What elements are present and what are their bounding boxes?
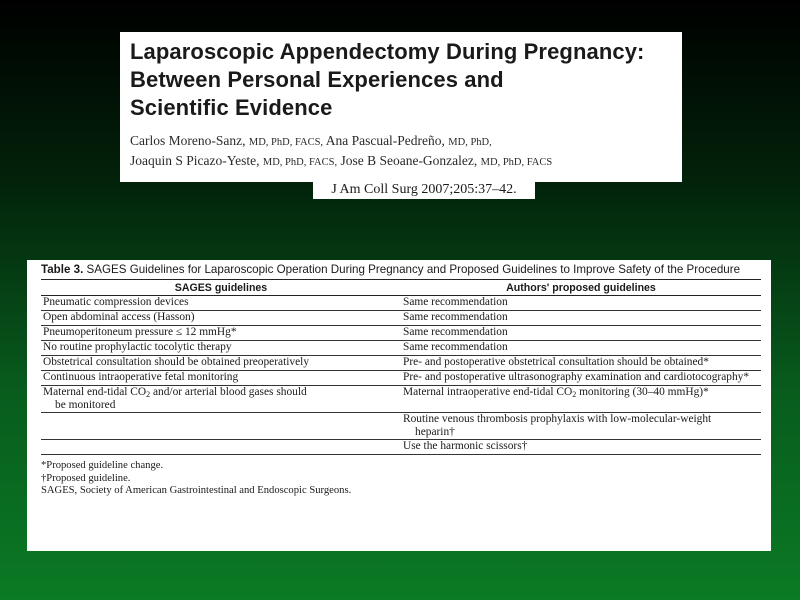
author-line — [130, 152, 672, 172]
footnote: SAGES, Society of American Gastrointestinal and Endoscopic Surgeons. — [41, 485, 352, 496]
sages-cell: No routine prophylactic tocolytic therapy — [41, 341, 401, 356]
author-line — [130, 132, 672, 152]
proposed-cell — [401, 413, 761, 440]
title-line: Scientific Evidence — [130, 95, 333, 120]
author-credentials: MD, PhD, FACS, — [248, 137, 324, 148]
proposed-cell: Use the harmonic scissors† — [401, 440, 761, 455]
sages-cell — [41, 440, 401, 455]
guidelines-table — [41, 279, 761, 455]
column-header-proposed: Authors' proposed guidelines — [401, 280, 761, 296]
table-row — [41, 296, 761, 311]
proposed-text-continued: heparin† — [415, 426, 455, 438]
table-label: Table 3. — [41, 263, 84, 276]
proposed-text: Maternal intraoperative end-tidal CO — [403, 386, 573, 398]
column-header-sages: SAGES guidelines — [41, 280, 401, 296]
author-list — [130, 132, 672, 172]
table-row — [41, 413, 761, 440]
sages-cell: Continuous intraoperative fetal monitoring — [41, 371, 401, 386]
sages-cell: Obstetrical consultation should be obtained preoperatively — [41, 356, 401, 371]
title-line: Laparoscopic Appendectomy During Pregnancy: — [130, 39, 645, 64]
proposed-text: Routine venous thrombosis prophylaxis with low-molecular-weight — [403, 413, 712, 425]
sages-cell: Pneumatic compression devices — [41, 296, 401, 311]
table-row — [41, 440, 761, 455]
author-name: Carlos Moreno-Sanz, — [130, 133, 246, 148]
proposed-cell: Same recommendation — [401, 311, 761, 326]
table-caption — [41, 263, 761, 277]
proposed-cell: Same recommendation — [401, 341, 761, 356]
proposed-cell: Same recommendation — [401, 296, 761, 311]
table-caption-text: SAGES Guidelines for Laparoscopic Operation During Pregnancy and Proposed Guidelines to Improve Safety of the Procedure — [86, 263, 741, 276]
journal-citation: J Am Coll Surg 2007;205:37–42. — [313, 181, 535, 199]
proposed-cell — [401, 386, 761, 413]
sages-cell: Pneumoperitoneum pressure ≤ 12 mmHg* — [41, 326, 401, 341]
table-row — [41, 386, 761, 413]
author-credentials: MD, PhD, FACS, — [262, 157, 338, 168]
table-row — [41, 356, 761, 371]
proposed-cell: Pre- and postoperative obstetrical consultation should be obtained* — [401, 356, 761, 371]
author-name: Joaquin S Picazo-Yeste, — [130, 153, 260, 168]
sages-cell — [41, 413, 401, 440]
sages-cell: Open abdominal access (Hasson) — [41, 311, 401, 326]
proposed-cell: Pre- and postoperative ultrasonography examination and cardiotocography* — [401, 371, 761, 386]
table-row — [41, 311, 761, 326]
guidelines-table-figure — [27, 260, 771, 551]
table-header-row — [41, 280, 761, 296]
paper-header — [120, 32, 682, 182]
subscript: 2 — [572, 390, 577, 399]
author-name: Ana Pascual-Pedreño, — [325, 133, 445, 148]
sages-text: Maternal end-tidal CO — [43, 386, 147, 398]
table-row — [41, 371, 761, 386]
proposed-cell: Same recommendation — [401, 326, 761, 341]
title-line: Between Personal Experiences and — [130, 67, 504, 92]
paper-title — [130, 38, 672, 122]
table-row — [41, 326, 761, 341]
author-name: Jose B Seoane-Gonzalez, — [340, 153, 478, 168]
footnote: †Proposed guideline. — [41, 472, 131, 484]
subscript: 2 — [146, 390, 151, 399]
author-credentials: MD, PhD, FACS — [480, 157, 553, 168]
table-row — [41, 341, 761, 356]
sages-cell — [41, 386, 401, 413]
author-credentials: MD, PhD, — [448, 137, 492, 148]
footnote: *Proposed guideline change. — [41, 460, 164, 471]
sages-text-continued: be monitored — [55, 399, 116, 411]
table-footnotes — [41, 460, 761, 498]
proposed-text: monitoring (30–40 mmHg)* — [576, 386, 709, 398]
sages-text: and/or arterial blood gases should — [150, 386, 307, 398]
